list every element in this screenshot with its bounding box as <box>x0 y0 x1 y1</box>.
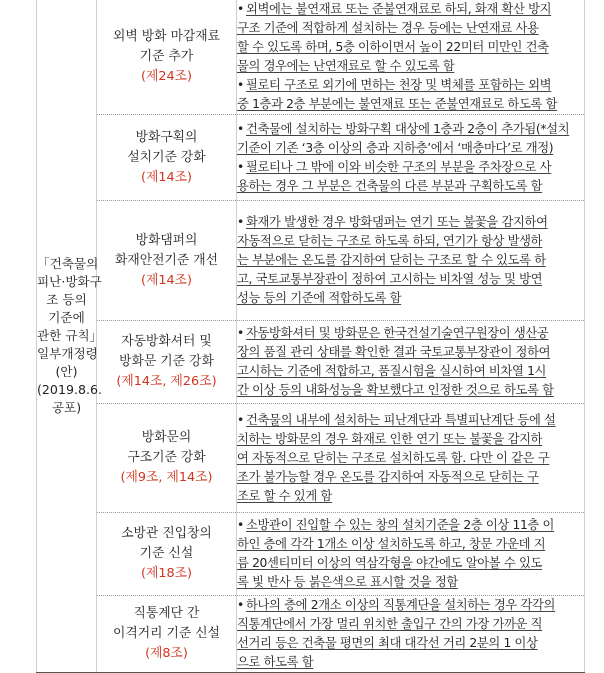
table-row <box>37 115 585 201</box>
description-text: 물의 경우에는 난연재료로 할 수 있도록 함 <box>237 59 455 73</box>
description-line <box>237 95 584 114</box>
description-cell <box>237 596 585 673</box>
description-line <box>237 213 584 232</box>
item-title-cell <box>97 115 237 201</box>
article-reference: (제14조) <box>141 169 192 185</box>
article-reference: (제18조) <box>141 566 192 581</box>
description-cell <box>237 513 585 596</box>
description-line <box>237 468 584 487</box>
item-title-cell <box>97 513 237 596</box>
item-title-line: 설치기준 강화 <box>127 149 206 165</box>
description-text: 건축물에 설치하는 방화구획 대상에 1층과 2층이 추가됨(*설치 <box>246 121 570 136</box>
item-title-line: 자동방화셔터 및 <box>121 334 212 349</box>
bullet-icon: • <box>237 2 244 16</box>
item-title-line: 구조기준 강화 <box>127 450 206 465</box>
item-title-line: 직통계단 간 <box>133 606 200 621</box>
table-row <box>37 0 585 115</box>
item-title-cell <box>97 0 237 115</box>
item-title-line: 방화댐퍼의 <box>135 232 198 248</box>
item-title-cell <box>97 404 237 513</box>
description-text: 으로 하도록 함 <box>237 655 314 669</box>
description-line <box>237 430 584 449</box>
description-line <box>237 120 584 139</box>
description-line <box>237 289 584 308</box>
description-line <box>237 487 584 506</box>
description-text: 록 빛 반사 등 붉은색으로 표시할 것을 정함 <box>237 575 458 589</box>
table-row <box>37 596 585 673</box>
description-cell <box>237 201 585 321</box>
item-title-cell <box>97 321 237 404</box>
description-text: 여 자동적으로 닫히는 구조로 설치하도록 함. 다만 이 같은 구 <box>237 450 550 465</box>
bullet-icon: • <box>237 159 244 174</box>
table-row <box>37 321 585 404</box>
description-line <box>237 343 584 362</box>
description-line <box>237 596 584 615</box>
description-text: 장의 품질 관리 상태를 확인한 결과 국토교통부장관이 정하여 <box>237 345 551 359</box>
description-line <box>237 251 584 270</box>
description-line <box>237 177 584 196</box>
law-title-line: 일부개정령 <box>37 346 98 361</box>
description-text: 용하는 경우 그 부분은 건축물의 다른 부분과 구획하도록 함 <box>237 178 543 193</box>
description-paragraph <box>237 516 584 592</box>
table-row <box>37 201 585 321</box>
item-title-line: 이격거리 기준 신설 <box>112 626 221 641</box>
item-title-line: 화재안전기준 개선 <box>115 252 218 268</box>
description-line <box>237 573 584 592</box>
item-title-line: 방화구획의 <box>135 129 198 145</box>
item-title-line: 방화문의 <box>141 430 192 445</box>
description-line <box>237 554 584 573</box>
description-line <box>237 535 584 554</box>
item-title-cell <box>97 596 237 673</box>
description-text: 화재가 발생한 경우 방화댐퍼는 연기 또는 불꽃을 감지하여 <box>246 215 548 229</box>
description-text: 자동적으로 닫히는 구조로 하도록 하되, 연기가 항상 발생하 <box>237 234 543 248</box>
description-line <box>237 19 584 38</box>
article-reference: (제9조, 제14조) <box>120 470 213 485</box>
description-line <box>237 362 584 381</box>
description-line <box>237 38 584 57</box>
description-text: 는 부분에는 온도를 감지하여 닫히는 구조로 할 수 있도록 하 <box>237 253 546 267</box>
bullet-icon: • <box>237 518 244 532</box>
item-title-line: 기준 추가 <box>139 49 194 64</box>
description-text: 소방관이 진입할 수 있는 창의 설치기준을 2층 이상 11층 이 <box>246 518 555 532</box>
description-text: 선거리 등은 건축물 평면의 최대 대각선 거리 2분의 1 이상 <box>237 636 538 650</box>
description-text: 건축물의 내부에 설치하는 피난계단과 특별피난계단 등에 설 <box>246 412 556 427</box>
description-text: 하나의 층에 2개소 이상의 직통계단을 설치하는 경우 각각의 <box>246 598 556 612</box>
item-title-line: 외벽 방화 마감재료 <box>112 29 221 44</box>
law-title-cell <box>37 0 103 673</box>
description-paragraph <box>237 120 584 158</box>
description-text: 기준이 기존 ‘3층 이상의 층과 지하층’에서 ‘매층마다’로 개정) <box>237 140 554 155</box>
regulation-summary-table <box>36 0 585 673</box>
table-row <box>37 404 585 513</box>
description-text: 직통계단에서 가장 멀리 위치한 출입구 간의 가장 가까운 직 <box>237 617 543 631</box>
description-text: 성능 등의 기준에 적합하도록 함 <box>237 291 402 305</box>
description-line <box>237 324 584 343</box>
table-row <box>37 513 585 596</box>
description-line <box>237 270 584 289</box>
bullet-icon: • <box>237 215 244 229</box>
description-line <box>237 411 584 430</box>
law-title-line: 기준에 <box>48 310 85 325</box>
description-paragraph <box>237 0 584 76</box>
description-text: 조가 불가능할 경우 온도를 감지하여 자동적으로 닫히는 구 <box>237 469 539 484</box>
description-line <box>237 653 584 672</box>
description-cell <box>237 115 585 201</box>
bullet-icon: • <box>237 78 244 92</box>
law-title-line: 조 등의 <box>46 292 87 307</box>
description-text: 중 1층과 2층 부분에는 불연재료 또는 준불연재료로 하도록 함 <box>237 97 558 111</box>
description-line <box>237 232 584 251</box>
description-text: 구조 기준에 적합하게 설치하는 경우 등에는 난연재료 사용 <box>237 21 539 35</box>
description-paragraph <box>237 411 584 506</box>
description-text: 간 이상 등의 내화성능을 확보했다고 인정한 것으로 하도록 함 <box>237 383 554 397</box>
item-title-line: 소방관 진입창의 <box>121 526 212 541</box>
law-title-line: 공포) <box>51 400 82 415</box>
article-reference: (제8조) <box>145 646 188 661</box>
law-title-line: (2019.8.6. <box>37 382 102 397</box>
law-title-line: 피난·방화구 <box>37 274 102 289</box>
description-paragraph <box>237 213 584 308</box>
description-line <box>237 0 584 19</box>
bullet-icon: • <box>237 598 244 612</box>
description-line <box>237 449 584 468</box>
description-line <box>237 139 584 158</box>
description-text: 치하는 방화문의 경우 화재로 인한 연기 또는 불꽃을 감지하 <box>237 431 543 446</box>
description-text: 조로 할 수 있게 함 <box>237 488 332 503</box>
description-paragraph <box>237 324 584 400</box>
description-line <box>237 634 584 653</box>
description-line <box>237 381 584 400</box>
description-text: 외벽에는 불연재료 또는 준불연재료로 하되, 화재 확산 방지 <box>246 2 552 16</box>
article-reference: (제24조) <box>141 69 192 84</box>
description-cell <box>237 404 585 513</box>
bullet-icon: • <box>237 326 244 340</box>
description-text: 자동방화셔터 및 방화문은 한국건설기술연구원장이 생산공 <box>246 326 549 340</box>
bullet-icon: • <box>237 412 244 427</box>
description-paragraph <box>237 158 584 196</box>
article-reference: (제14조, 제26조) <box>116 374 217 389</box>
description-line <box>237 516 584 535</box>
article-reference: (제14조) <box>141 272 192 288</box>
description-line <box>237 158 584 177</box>
description-paragraph <box>237 596 584 672</box>
description-cell <box>237 321 585 404</box>
item-title-line: 방화문 기준 강화 <box>119 354 214 369</box>
description-line <box>237 57 584 76</box>
item-title-line: 기준 신설 <box>139 546 194 561</box>
description-line <box>237 76 584 95</box>
description-line <box>237 615 584 634</box>
description-cell <box>237 0 585 115</box>
bullet-icon: • <box>237 121 244 136</box>
description-text: 고시하는 기준에 적합하고, 품질시험을 실시하여 비차열 1시 <box>237 364 547 378</box>
law-title-line: 관한 규칙」 <box>37 328 103 343</box>
description-text: 필로티나 그 밖에 이와 비슷한 구조의 부분을 주차장으로 사 <box>246 159 552 174</box>
description-paragraph <box>237 76 584 114</box>
law-title-line: 「건축물의 <box>37 256 99 271</box>
description-text: 필로티 구조로 외기에 면하는 천장 및 벽체를 포함하는 외벽 <box>246 78 552 92</box>
description-text: 하인 층에 각각 1개소 이상 설치하도록 하고, 창문 가운데 지 <box>237 537 546 551</box>
item-title-cell <box>97 201 237 321</box>
description-text: 할 수 있도록 하며, 5층 이하이면서 높이 22미터 미만인 건축 <box>237 40 549 54</box>
description-text: 고, 국토교통부장관이 정하여 고시하는 비차열 성능 및 방연 <box>237 272 543 286</box>
description-text: 름 20센티미터 이상의 역삼각형을 야간에도 알아볼 수 있도 <box>237 556 543 570</box>
law-title-line: (안) <box>55 364 78 379</box>
